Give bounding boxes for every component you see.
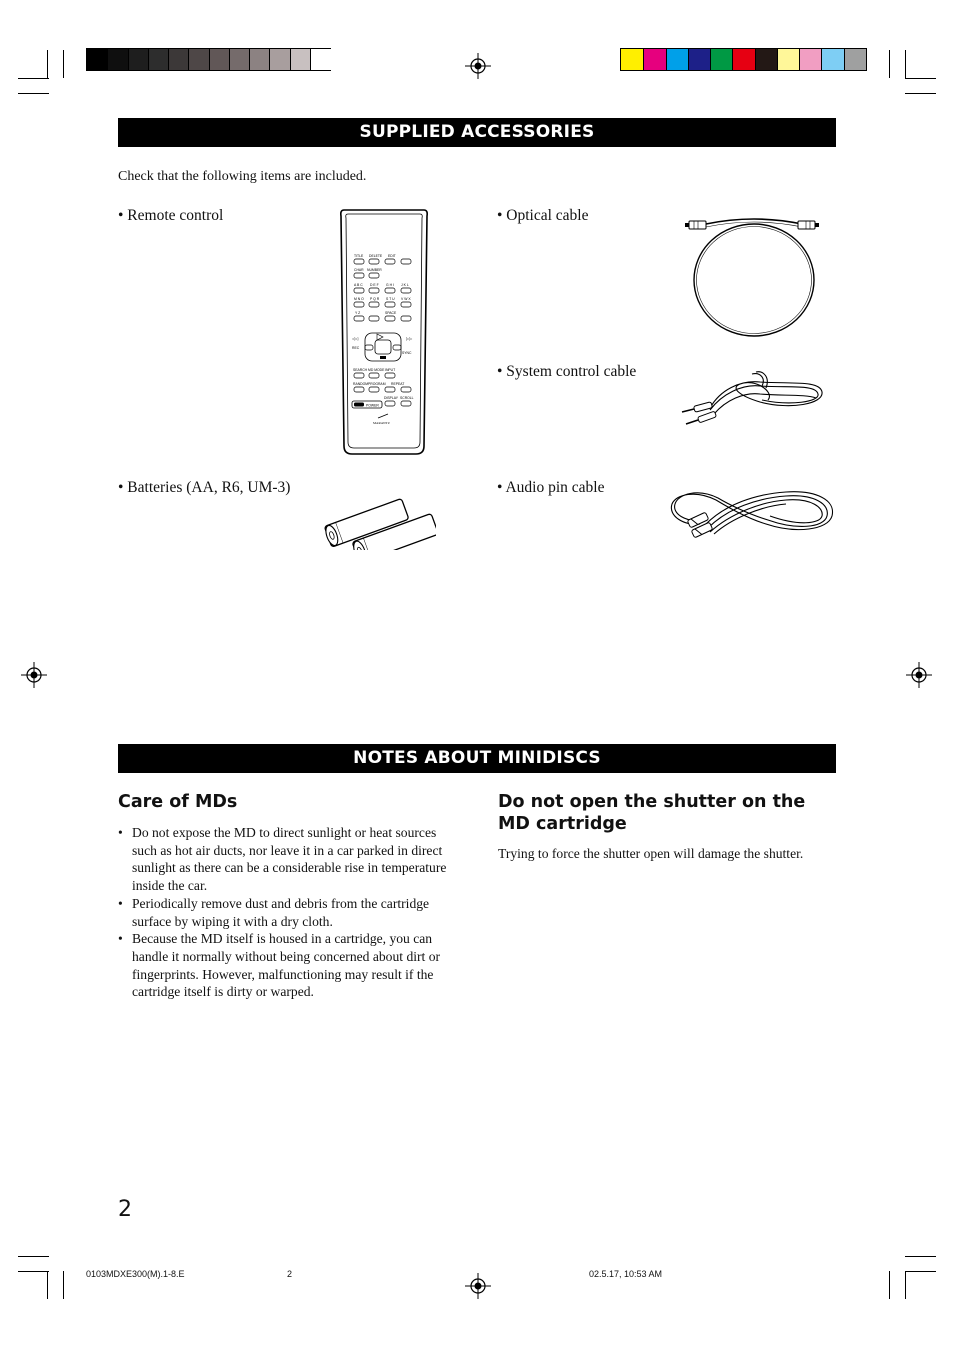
remote-label-repeat: REPEAT bbox=[391, 382, 405, 386]
remote-label-stu: S T U bbox=[386, 297, 395, 301]
color-swatch bbox=[148, 49, 169, 70]
section-header-accessories: SUPPLIED ACCESSORIES bbox=[118, 118, 836, 147]
accessories-intro: Check that the following items are included. bbox=[118, 169, 367, 184]
item-optical-cable: • Optical cable bbox=[497, 207, 589, 224]
remote-label-random: RANDOM bbox=[353, 382, 369, 386]
color-swatch bbox=[269, 49, 290, 70]
remote-label-ghi: G H I bbox=[386, 283, 394, 287]
item-batteries: • Batteries (AA, R6, UM-3) bbox=[118, 479, 291, 496]
remote-label-sync: SYNC bbox=[402, 351, 412, 355]
color-swatch bbox=[643, 49, 666, 70]
remote-label-vwx: V W X bbox=[401, 297, 411, 301]
remote-label-md-mode: MD MODE bbox=[368, 368, 385, 372]
remote-label-edit: EDIT bbox=[388, 254, 396, 258]
care-bullet: • Do not expose the MD to direct sunlight or heat sources such as hot air ducts, nor leave it in a car parked in direct sunlight as there can be a considerable rise in temperature inside the car. bbox=[118, 824, 458, 895]
color-swatch bbox=[87, 49, 108, 70]
remote-label-input: INPUT bbox=[385, 368, 396, 372]
remote-label-power: POWER bbox=[366, 403, 379, 408]
remote-label-program: PROGRAM bbox=[368, 382, 386, 386]
remote-label-title: TITLE bbox=[354, 254, 364, 258]
item-system-control-cable: • System control cable bbox=[497, 363, 637, 380]
registration-mark-right bbox=[906, 662, 932, 688]
remote-label-jkl: J K L bbox=[401, 283, 409, 287]
color-swatch bbox=[666, 49, 689, 70]
color-swatch bbox=[621, 49, 644, 70]
svg-text:▷▷: ▷▷ bbox=[406, 336, 413, 341]
remote-control-illustration bbox=[338, 208, 430, 458]
color-swatch bbox=[168, 49, 189, 70]
remote-label-pqr: P Q R bbox=[370, 297, 380, 301]
color-bar bbox=[620, 48, 867, 71]
remote-label-rec: REC bbox=[352, 346, 360, 350]
color-swatch bbox=[755, 49, 778, 70]
item-audio-pin-cable: • Audio pin cable bbox=[497, 479, 605, 496]
color-swatch bbox=[209, 49, 230, 70]
remote-label-search: SEARCH bbox=[353, 368, 368, 372]
system-control-cable-illustration bbox=[680, 370, 826, 430]
footer-filename: 0103MDXE300(M).1-8.E bbox=[86, 1269, 185, 1279]
registration-mark-bottom bbox=[465, 1273, 491, 1299]
remote-label-scroll: SCROLL bbox=[400, 396, 414, 400]
remote-label-abc: A B C bbox=[354, 283, 363, 287]
registration-mark-left bbox=[21, 662, 47, 688]
remote-label-def: D E F bbox=[370, 283, 379, 287]
color-swatch bbox=[821, 49, 844, 70]
color-swatch bbox=[188, 49, 209, 70]
footer-timestamp: 02.5.17, 10:53 AM bbox=[589, 1269, 663, 1279]
remote-label-mno: M N O bbox=[354, 297, 364, 301]
care-bullet: • Periodically remove dust and debris from the cartridge surface by wiping it with a dry cloth. bbox=[118, 895, 458, 930]
page-number: 2 bbox=[118, 1197, 132, 1222]
color-swatch bbox=[799, 49, 822, 70]
color-swatch bbox=[710, 49, 733, 70]
care-heading: Care of MDs bbox=[118, 792, 238, 812]
color-swatch bbox=[290, 49, 311, 70]
remote-label-display: DISPLAY bbox=[384, 396, 399, 400]
color-swatch bbox=[310, 49, 331, 70]
color-swatch bbox=[732, 49, 755, 70]
shutter-heading: Do not open the shutter on the MD cartridge bbox=[498, 792, 806, 834]
care-bullet: • Because the MD itself is housed in a cartridge, you can handle it normally without being concerned about dirt or fingerprints. However, malfunctioning may result if the cartridge itself is dirty or warped. bbox=[118, 930, 458, 1001]
footer-page: 2 bbox=[287, 1269, 293, 1279]
optical-cable-illustration bbox=[684, 214, 820, 342]
batteries-illustration bbox=[322, 488, 436, 550]
color-swatch bbox=[777, 49, 800, 70]
care-bullet-list bbox=[118, 824, 458, 1001]
color-swatch bbox=[844, 49, 867, 70]
remote-label-space: SPACE bbox=[385, 311, 397, 315]
registration-mark-top bbox=[465, 53, 491, 79]
item-remote-control: • Remote control bbox=[118, 207, 224, 224]
grayscale-bar bbox=[86, 48, 331, 71]
audio-pin-cable-illustration bbox=[666, 486, 838, 548]
color-swatch bbox=[107, 49, 128, 70]
color-swatch bbox=[128, 49, 149, 70]
remote-brand-logo: MARANTZ bbox=[373, 421, 390, 425]
remote-label-number: NUMBER bbox=[367, 268, 382, 272]
remote-label-char: CHAR bbox=[354, 268, 364, 272]
shutter-text: Trying to force the shutter open will damage the shutter. bbox=[498, 846, 804, 861]
color-swatch bbox=[688, 49, 711, 70]
remote-label-yz: Y Z bbox=[355, 311, 361, 315]
color-swatch bbox=[249, 49, 270, 70]
svg-text:◁◁: ◁◁ bbox=[352, 336, 359, 341]
remote-label-delete: DELETE bbox=[369, 254, 383, 258]
color-swatch bbox=[229, 49, 250, 70]
section-header-minidiscs: NOTES ABOUT MINIDISCS bbox=[118, 744, 836, 773]
